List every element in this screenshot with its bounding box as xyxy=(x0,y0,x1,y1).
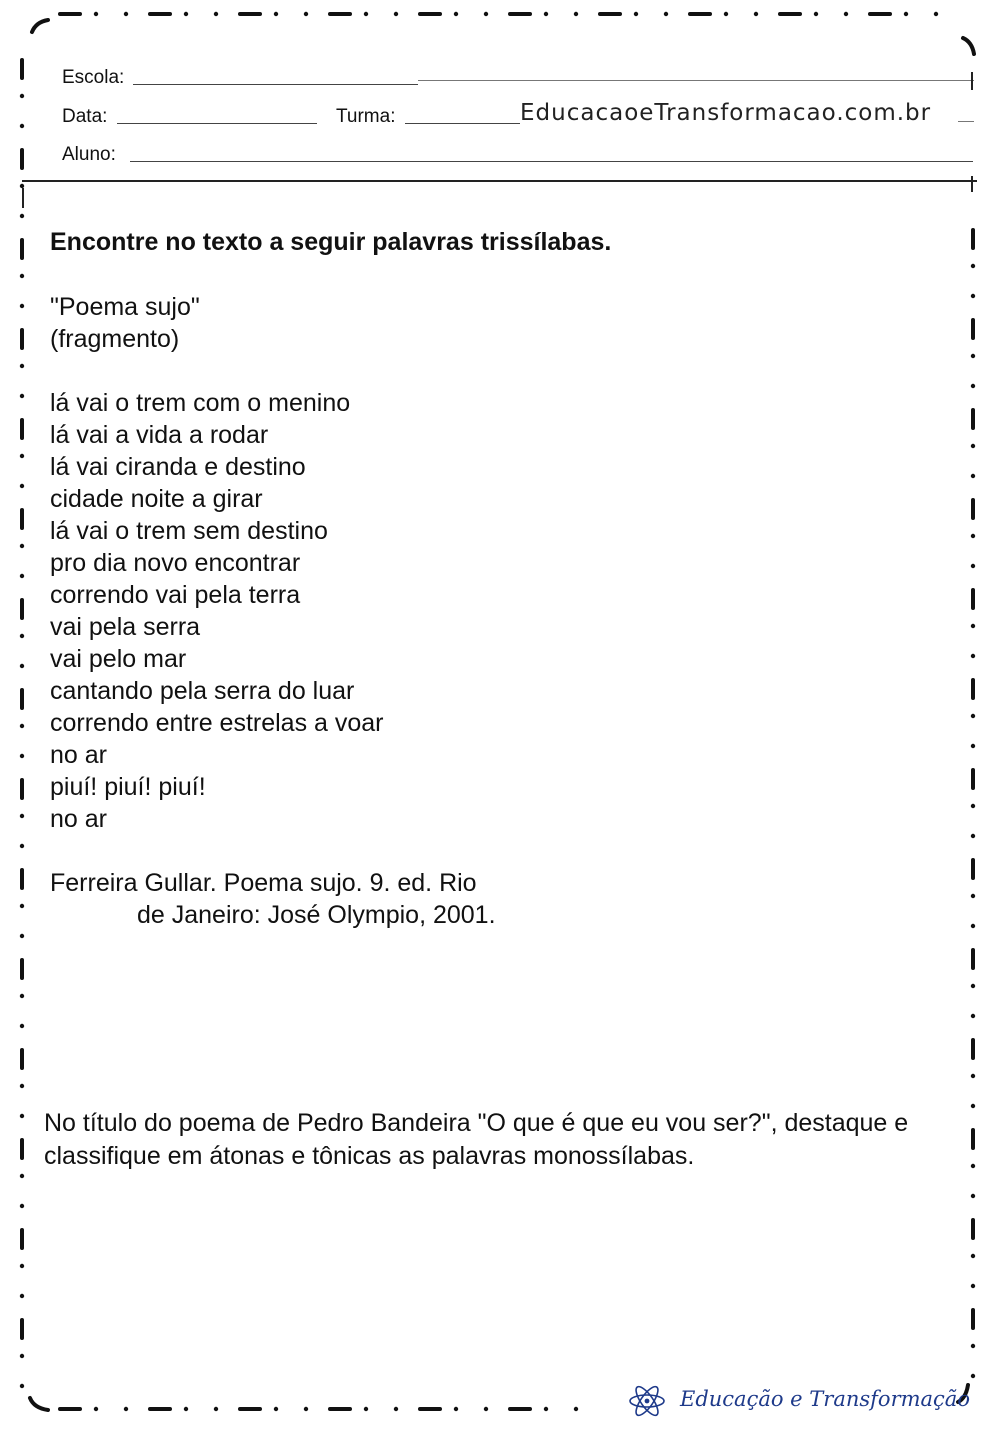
data-field-line[interactable] xyxy=(117,123,317,124)
border-dot xyxy=(971,654,975,658)
poem-verse: lá vai o trem sem destino xyxy=(50,517,328,545)
exercise2-question: No título do poema de Pedro Bandeira "O que é que eu vou ser?", destaque e classifique em átonas e tônicas as palavras monossílabas. xyxy=(44,1109,909,1170)
border-corner xyxy=(963,38,974,54)
poem-subtitle: (fragmento) xyxy=(50,325,180,353)
border-dot xyxy=(454,1407,458,1411)
border-dot xyxy=(20,544,24,548)
border-dot xyxy=(20,94,24,98)
poem-citation xyxy=(50,867,496,931)
poem-verse: no ar xyxy=(50,805,107,833)
border-dot xyxy=(634,12,638,16)
exercise1-instruction: Encontre no texto a seguir palavras trissílabas. xyxy=(50,228,612,256)
border-dot xyxy=(20,1264,24,1268)
border-dot xyxy=(124,12,128,16)
border-dot xyxy=(20,724,24,728)
border-dot xyxy=(484,1407,488,1411)
border-dot xyxy=(971,534,975,538)
border-dot xyxy=(971,744,975,748)
border-dot xyxy=(20,304,24,308)
border-dot xyxy=(971,264,975,268)
aluno-field-line[interactable] xyxy=(130,161,973,162)
poem-verse: correndo vai pela terra xyxy=(50,581,301,609)
border-dot xyxy=(214,1407,218,1411)
border-dot xyxy=(971,444,975,448)
poem-verse: no ar xyxy=(50,741,107,769)
border-dot xyxy=(971,294,975,298)
border-dot xyxy=(20,214,24,218)
border-dot xyxy=(394,12,398,16)
border-dot xyxy=(971,474,975,478)
poem-verse: lá vai o trem com o menino xyxy=(50,389,351,417)
border-dot xyxy=(20,754,24,758)
border-dot xyxy=(20,904,24,908)
escola-label: Escola: xyxy=(62,67,125,88)
border-dot xyxy=(20,1294,24,1298)
border-dot xyxy=(971,714,975,718)
border-dot xyxy=(94,12,98,16)
poem-verse: cidade noite a girar xyxy=(50,485,263,513)
border-dot xyxy=(20,1084,24,1088)
border-dot xyxy=(304,12,308,16)
header-tick-right xyxy=(971,176,973,192)
border-dot xyxy=(574,12,578,16)
data-label: Data: xyxy=(62,106,108,127)
border-dot xyxy=(544,12,548,16)
border-dot xyxy=(124,1407,128,1411)
header-separator xyxy=(22,180,977,182)
border-dot xyxy=(971,354,975,358)
poem-block xyxy=(50,291,384,835)
border-dot xyxy=(971,1194,975,1198)
border-dot xyxy=(20,1204,24,1208)
poem-verse: lá vai a vida a rodar xyxy=(50,421,269,449)
turma-label: Turma: xyxy=(336,106,396,127)
header-tick-left xyxy=(22,188,24,208)
border-dot xyxy=(971,894,975,898)
border-dot xyxy=(20,634,24,638)
border-dot xyxy=(20,1024,24,1028)
border-dot xyxy=(184,12,188,16)
border-dot xyxy=(20,1114,24,1118)
border-dot xyxy=(20,994,24,998)
poem-verse: cantando pela serra do luar xyxy=(50,677,355,705)
aluno-label: Aluno: xyxy=(62,144,116,165)
border-corner xyxy=(32,20,48,32)
header-tick-top xyxy=(971,72,973,90)
border-dot xyxy=(971,384,975,388)
border-dot xyxy=(724,12,728,16)
border-dot xyxy=(971,1074,975,1078)
border-dot xyxy=(664,12,668,16)
turma-field-line[interactable] xyxy=(405,123,520,124)
border-dot xyxy=(94,1407,98,1411)
border-dot xyxy=(214,12,218,16)
citation-line-2: de Janeiro: José Olympio, 2001. xyxy=(137,901,496,929)
border-dot xyxy=(20,1354,24,1358)
border-dot xyxy=(20,664,24,668)
border-dot xyxy=(304,1407,308,1411)
border-dot xyxy=(971,624,975,628)
poem-title: "Poema sujo" xyxy=(50,293,200,321)
border-dot xyxy=(364,1407,368,1411)
poem-verse: pro dia novo encontrar xyxy=(50,549,301,577)
border-dot xyxy=(971,834,975,838)
border-dot xyxy=(274,12,278,16)
poem-verse: correndo entre estrelas a voar xyxy=(50,709,384,737)
border-dot xyxy=(934,12,938,16)
border-dot xyxy=(454,12,458,16)
poem-verse: vai pelo mar xyxy=(50,645,187,673)
border-dot xyxy=(20,844,24,848)
atom-logo-icon xyxy=(627,1384,667,1418)
border-dot xyxy=(971,1254,975,1258)
border-dot xyxy=(20,484,24,488)
border-dot xyxy=(574,1407,578,1411)
turma-field-line-end xyxy=(958,121,974,122)
site-url-text: EducacaoeTransformacao.com.br xyxy=(520,100,932,126)
border-dot xyxy=(394,1407,398,1411)
escola-field-line-right[interactable] xyxy=(418,80,974,81)
border-dot xyxy=(971,804,975,808)
border-dot xyxy=(20,274,24,278)
border-dot xyxy=(184,1407,188,1411)
border-dot xyxy=(20,454,24,458)
border-dot xyxy=(20,934,24,938)
border-dot xyxy=(971,1374,975,1378)
border-dot xyxy=(20,1384,24,1388)
border-dot xyxy=(20,394,24,398)
border-dot xyxy=(484,12,488,16)
border-dot xyxy=(814,12,818,16)
border-dot xyxy=(971,1344,975,1348)
border-dot xyxy=(971,984,975,988)
border-dot xyxy=(754,12,758,16)
border-dot xyxy=(544,1407,548,1411)
poem-verse: lá vai ciranda e destino xyxy=(50,453,306,481)
escola-field-line-left[interactable] xyxy=(133,84,418,85)
poem-verse: vai pela serra xyxy=(50,613,201,641)
citation-line-1: Ferreira Gullar. Poema sujo. 9. ed. Rio xyxy=(50,869,477,897)
border-dot xyxy=(364,12,368,16)
border-dot xyxy=(904,12,908,16)
border-corner xyxy=(30,1398,48,1410)
border-dot xyxy=(20,1174,24,1178)
border-dot xyxy=(971,1284,975,1288)
border-dot xyxy=(20,124,24,128)
border-dot xyxy=(20,364,24,368)
border-dot xyxy=(20,814,24,818)
border-dot xyxy=(274,1407,278,1411)
border-dot xyxy=(20,574,24,578)
border-dot xyxy=(971,1014,975,1018)
border-dot xyxy=(971,564,975,568)
border-dot xyxy=(971,924,975,928)
poem-verse: piuí! piuí! piuí! xyxy=(50,773,206,801)
poem-gap xyxy=(50,355,384,387)
border-dot xyxy=(844,12,848,16)
footer-brand: Educação e Transformação xyxy=(680,1387,970,1411)
